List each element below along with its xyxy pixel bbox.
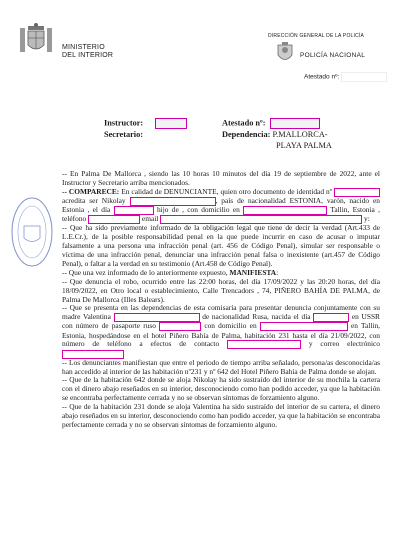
atestado-header-label: Atestado nº:: [304, 73, 340, 81]
redacted-box: [270, 118, 320, 129]
spain-coat-of-arms-icon: [18, 22, 54, 56]
ministry-line1: MINISTERIO: [62, 44, 105, 51]
dependencia-row: [222, 130, 328, 140]
paragraph-manifiesta: -- Que una vez informado de lo anteriormente expuesto, MANIFIESTA:: [62, 267, 279, 277]
redacted-box: [341, 72, 387, 82]
paragraph-robbery: -- Que denuncia el robo, ocurrido entre las 22:00 horas, del día 17/09/2022 y las 20:20 horas, del día 18/09/2022, en Otro local o establecimiento, Calle Trencadors , 74, PIÑERO BAHÍA DE PALMA, de Palma De Mallorca (Illes Balears).: [62, 276, 380, 304]
instructor-label: Instructor:: [104, 118, 144, 128]
redacted-box: [313, 313, 349, 322]
paragraph-unknown-persons: -- Los denunciantes manifiestan que entre el periodo de tiempo arriba señalado, persona/as desconocida/as han accedido al interior de las habitación nº231 y nº 642 del Hotel Piñero Bahía de Palma donde se alojan.: [62, 357, 380, 376]
paragraph-warning: -- Que ha sido previamente informado de la obligación legal que tiene de decir la verdad (Art.433 de L.E.Cr.), de la posible responsabilidad penal en la que puede incurrir en caso de acusar o imputar falsamente a una persona una infracción penal (art. 456 de Código Penal), simular ser responsable o víctima de una infracción penal, denunciar una infracción penal falsa o inexistente (art.457 de Código Penal), o faltar a la verdad en su testimonio (Art.458 de Código Penal).: [62, 223, 380, 268]
redacted-box: [227, 340, 301, 349]
police-crest-icon: [276, 42, 294, 64]
paragraph-joint-complaint: -- Que se presenta en las dependencias de esta comisaría para presentar denuncia conjuntamente con su madre Valentina de nacionalidad Rusa, nacida el día en USSR con número de pasaporte ruso con domicilio en en Tallin, Estonia, hospedándose en el hotel Piñero Bahía de Palma, habitación 231 hasta el día 21/09/2022, con número de teléfono a efectos de contacto y correo electrónico: [62, 304, 380, 358]
atestado-row: [222, 118, 320, 129]
ministry-name: [62, 44, 113, 60]
paragraph-intro: -- En Palma De Mallorca , siendo las 10 horas 10 minutos del día 19 de septiembre de 2022, ante el Instructor y Secretario arriba mencionados.: [62, 169, 380, 187]
redacted-box: [243, 206, 327, 215]
redacted-box: [155, 118, 187, 129]
paragraph-room-231: -- Que de la habitación 231 donde se aloja Valentina ha sido sustraído del interior de su cartera, el dinero abajo reseñados en su interior, desconociendo como han podido acceder, ya que la habitación se encontraba perfectamente cerrada y no se observan síntomas de forzamiento alguno.: [62, 402, 380, 429]
instructor-row: [104, 118, 187, 129]
statement-body: [62, 170, 380, 430]
secretario-label: Secretario:: [104, 130, 144, 139]
paragraph-comparece: -- COMPARECE: En calidad de DENUNCIANTE, quien otro documento de identidad nº acredita ser Nikolay , país de nacionalidad ESTONIA, varón, nacido en Estonia , el día hijo de , con domicilio en Tallin, Estonia , teléfono email y:: [62, 187, 380, 224]
dependencia-label: Dependencia:: [222, 130, 271, 139]
ministry-line2: DEL INTERIOR: [62, 52, 114, 59]
secretario-row: [104, 130, 143, 140]
paragraph-room-642: -- Que de la habitación 642 donde se aloja Nikolay ha sido sustraído del interior de su mochila la cartera con el dinero abajo reseñados en su interior, desconociendo como han podido acceder, ya que la habitación se encontraba perfectamente cerrada y no se observan síntomas de forzamiento alguno.: [62, 375, 380, 403]
police-name: POLICÍA NACIONAL: [300, 52, 366, 59]
police-stamp-icon: [6, 160, 56, 270]
atestado-header: [304, 72, 387, 82]
police-direction: DIRECCIÓN GENERAL DE LA POLICÍA: [268, 33, 365, 39]
dependencia-value-2: PLAYA PALMA: [276, 141, 332, 150]
atestado-label: Atestado nº:: [222, 118, 266, 128]
dependencia-value-1: P.MALLORCA-: [272, 130, 328, 139]
